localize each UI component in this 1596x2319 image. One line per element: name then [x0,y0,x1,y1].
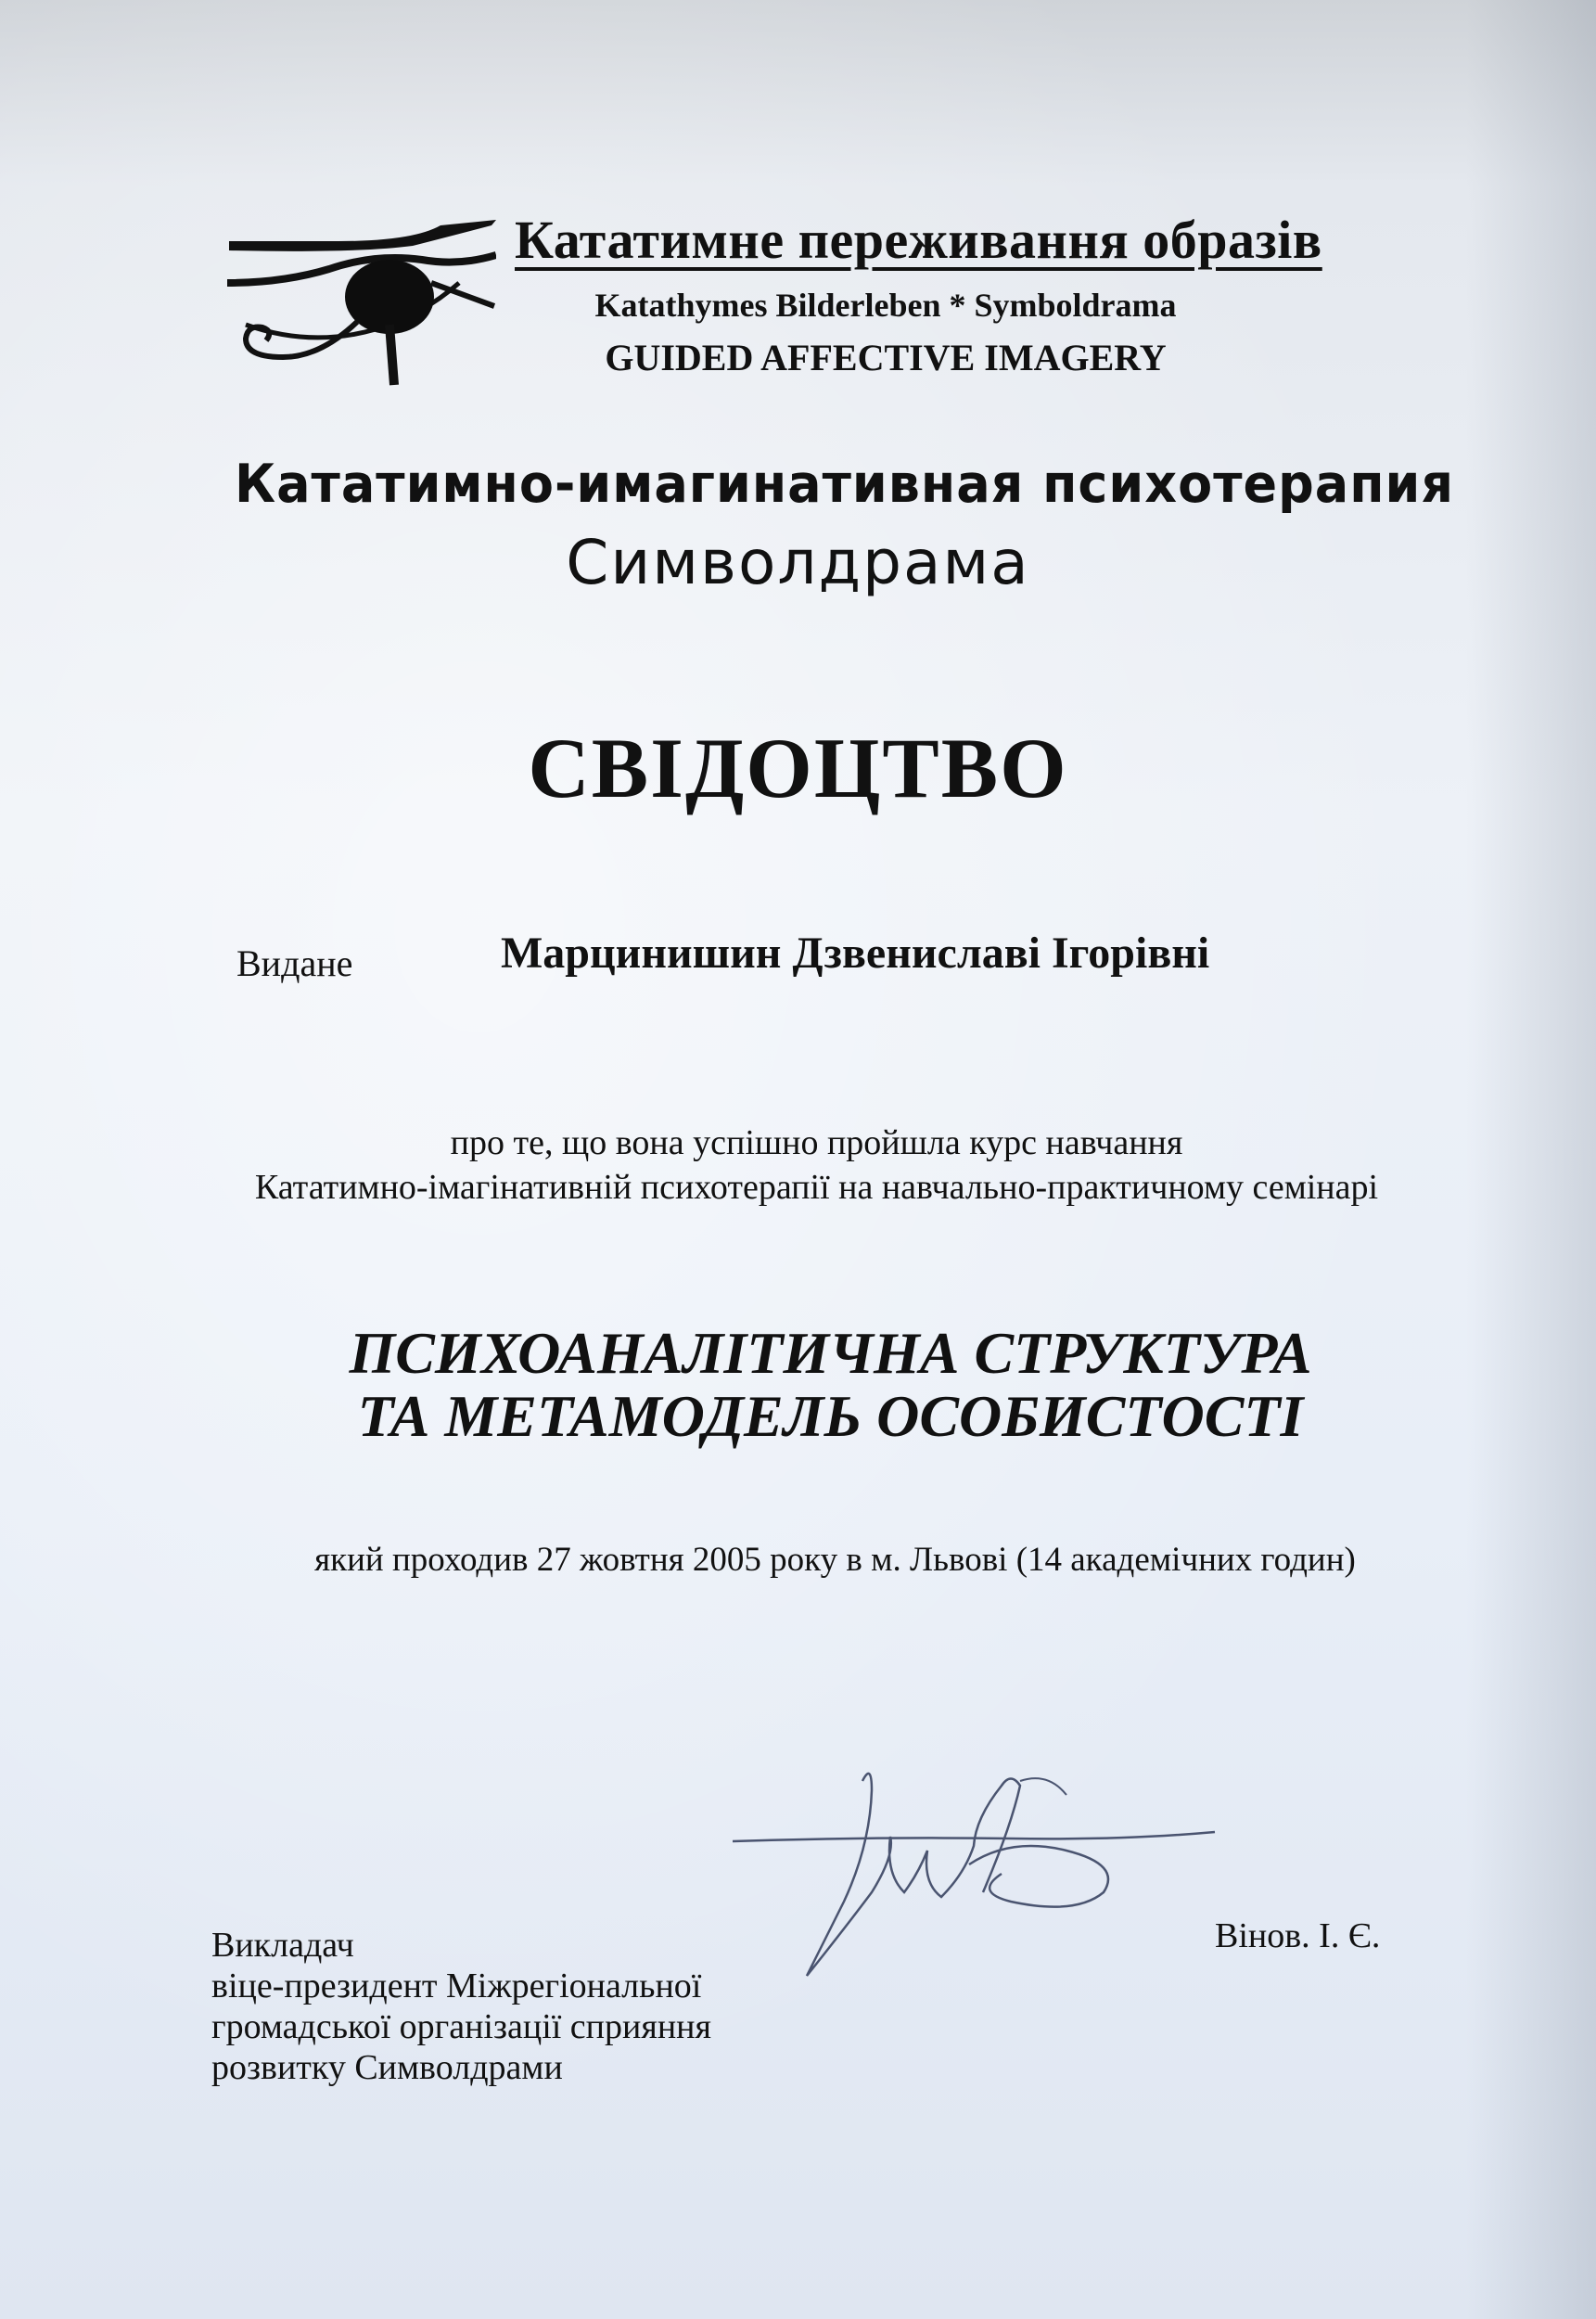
signature [733,1762,1233,1994]
certificate-title: СВІДОЦТВО [528,721,1068,815]
header-subtitle-english: GUIDED AFFECTIVE IMAGERY [605,337,1167,378]
brand-method-name: Кататимно-имагинативная психотерапия [234,453,1455,515]
seminar-date-line: який проходив 27 жовтня 2005 року в м. Львові (14 академічних годин) [314,1541,1356,1579]
teacher-position-line-1: віце-президент Міжрегіональної [211,1967,702,2005]
header-subtitle-german: Katathymes Bilderleben * Symboldrama [594,287,1177,324]
eye-of-horus-icon [227,218,496,390]
signer-name: Вінов. І. Є. [1215,1916,1381,1955]
teacher-position-line-3: розвитку Символдрами [211,2048,563,2087]
teacher-block [211,1925,711,2088]
teacher-position-line-2: громадської організації сприяння [211,2007,711,2046]
issued-label: Видане [236,942,353,984]
course-title-line-1: ПСИХОАНАЛІТИЧНА СТРУКТУРА [349,1320,1312,1386]
teacher-role: Викладач [211,1926,354,1965]
header-title: Кататимне переживання образів [515,210,1322,270]
brand-symboldrama: Символдрама [566,527,1030,598]
course-title-line-2: ТА МЕТАМОДЕЛЬ ОСОБИСТОСТІ [357,1383,1304,1449]
body-text-line-2: Кататимно-імагінативній психотерапії на навчально-практичному семінарі [254,1168,1379,1207]
body-text-line-1: про те, що вона успішно пройшла курс навчання [450,1123,1183,1162]
recipient-name: Марцинишин Дзвениславі Ігорівні [501,929,1210,978]
